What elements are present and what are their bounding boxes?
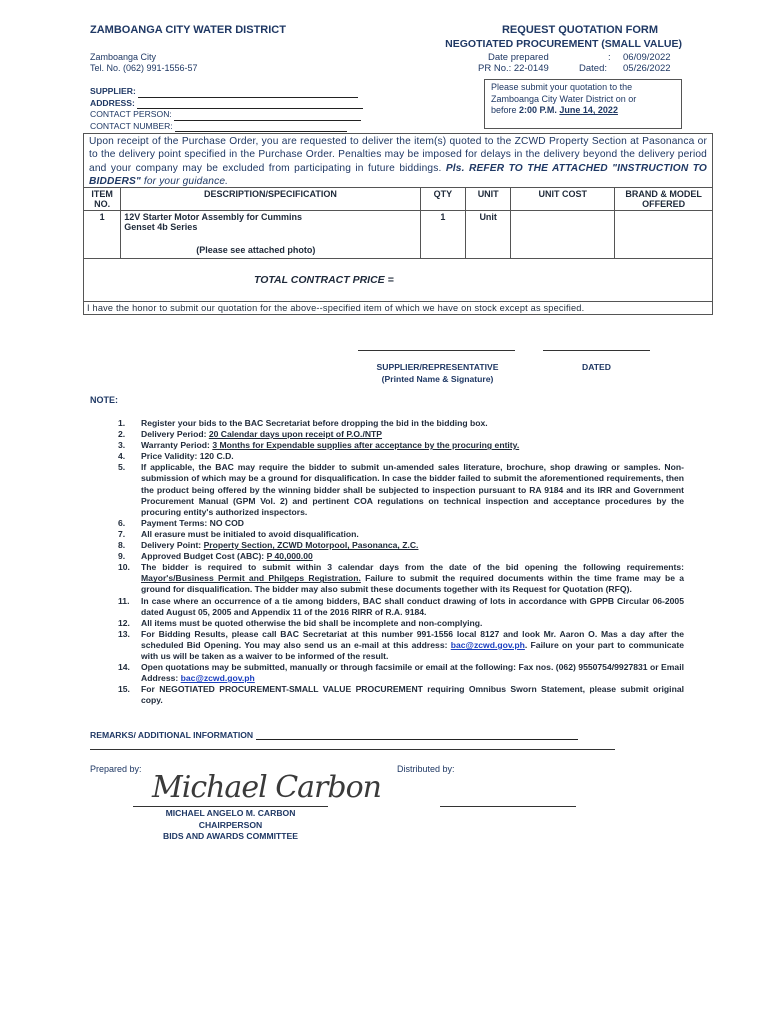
- note-number: 11.: [118, 595, 130, 606]
- pr-dated-value: 05/26/2022: [623, 63, 671, 74]
- photo-note: (Please see attached photo): [196, 245, 316, 255]
- note-item: [118, 529, 684, 540]
- total-contract-price-label: TOTAL CONTRACT PRICE =: [84, 259, 713, 302]
- col-unit-cost: UNIT COST: [511, 188, 615, 211]
- note-item: [118, 518, 684, 529]
- note-text: For Bidding Results, please call BAC Secretariat at this number 991-1556 local 8127 and look Mr. Aaron O. Mas a day after the scheduled Bid Opening. You may also send us an e-mail at this address:: [141, 628, 684, 650]
- supplier-label: SUPPLIER:: [90, 86, 136, 96]
- col-description: DESCRIPTION/SPECIFICATION: [121, 188, 420, 211]
- notes-list: [118, 418, 684, 706]
- instructions-text: Upon receipt of the Purchase Order, you are requested to deliver the item(s) quoted to the ZCWD Property Section at Pasonanca or to the delivery point specified in the Purchase Order. Penalties may be imposed for delays in the delivery beyond the delivery period and your company may be excluded from participating in future biddings.: [89, 136, 707, 174]
- note-number: 3.: [118, 440, 126, 451]
- col-qty: QTY: [420, 188, 465, 211]
- cell-unit-cost[interactable]: [511, 211, 615, 259]
- note-number: 1.: [118, 418, 126, 428]
- note-underlined-text: P 40,000.00: [266, 551, 313, 562]
- note-text-after: Failure to submit the required documents within the time frame may be a ground for disqualification. The bidder may also submit these documents together with its Request for Quotation (RFQ).: [141, 573, 685, 595]
- note-underlined-text: 20 Calendar days upon receipt of P.O./NTP: [208, 429, 383, 440]
- note-number: 7.: [118, 528, 126, 539]
- contact-number-label: CONTACT NUMBER:: [90, 120, 173, 131]
- cell-description: [121, 211, 420, 259]
- chairperson-signature: Michael Carbon: [152, 770, 381, 805]
- note-number: 8.: [118, 540, 126, 551]
- honor-statement: I have the honor to submit our quotation for the above--specified item of which we have on stock except as specified.: [84, 302, 713, 315]
- note-number: 5.: [118, 462, 126, 473]
- honor-row: [84, 302, 713, 315]
- email-link[interactable]: bac@zcwd.gov.ph: [450, 639, 525, 650]
- note-item: [118, 540, 684, 551]
- supplier-fields: [90, 86, 363, 132]
- note-item: [118, 451, 684, 462]
- note-item: [118, 662, 684, 684]
- remarks-line[interactable]: [256, 739, 578, 740]
- submit-deadline-date: June 14, 2022: [559, 105, 618, 115]
- note-text: In case where an occurrence of a tie among bidders, BAC shall conduct drawing of lots in accordance with GPPB Circular 06-2005 dated August 05, 2005 and Appendix 11 of the 2016 RIRR of R.A. 9184.: [141, 595, 684, 617]
- note-text: If applicable, the BAC may require the bidder to submit un-amended sales literature, brochure, shop drawing or samples. Non-submission of which may be a ground for disqualification. In case the bidder failed to submit the aforementioned requirements, then the product being offered by the winning bidder shall be subjected to inspection pursuant to RA 9184 and its IRR and Government Procurement Manual (GPM Vol. 2) and pertinent COA regulations on technical inspection and acceptance procedures by the procuring entity's authorized inspectors.: [141, 462, 684, 517]
- date-prepared-value: 06/09/2022: [623, 52, 671, 63]
- printed-name-label: (Printed Name & Signature): [381, 373, 494, 384]
- contact-number-line[interactable]: [175, 131, 347, 132]
- col-brand-model: BRAND & MODEL OFFERED: [615, 188, 713, 211]
- table-header-row: [84, 188, 713, 211]
- submit-notice-line1: Please submit your quotation to the: [491, 82, 633, 92]
- note-number: 9.: [118, 551, 126, 562]
- items-table: [83, 187, 713, 315]
- supplier-signature-line[interactable]: [358, 350, 515, 351]
- remarks-line-2[interactable]: [90, 749, 615, 750]
- contact-person-label: CONTACT PERSON:: [90, 109, 172, 119]
- note-item: [118, 596, 684, 618]
- date-prepared-label: Date prepared: [488, 52, 549, 63]
- address-row: [90, 98, 363, 110]
- table-row: [84, 211, 713, 259]
- note-item: [118, 440, 684, 451]
- pr-number: PR No.: 22-0149: [478, 63, 549, 74]
- note-item: [118, 684, 684, 706]
- remarks-row: [90, 730, 578, 740]
- chairperson-block: [133, 808, 328, 843]
- note-number: 10.: [118, 562, 130, 573]
- note-text: Open quotations may be submitted, manually or through facsimile or email at the following: Fax nos. (062) 9550754/9927831 or Email Address:: [141, 662, 684, 684]
- item-description-text: 12V Starter Motor Assembly for Cummins Genset 4b Series: [124, 212, 302, 232]
- note-item: [118, 551, 684, 562]
- committee-name: BIDS AND AWARDS COMMITTEE: [163, 831, 298, 841]
- note-text: For NEGOTIATED PROCUREMENT-SMALL VALUE PROCUREMENT requiring Omnibus Sworn Statement, please submit original copy.: [141, 684, 684, 706]
- org-tel: Tel. No. (062) 991-1556-57: [90, 63, 198, 73]
- note-text: Register your bids to the BAC Secretariat before dropping the bid in the bidding box.: [141, 418, 488, 428]
- note-text-after: . Failure on your part to communicate with us will be taken as a waiver to be informed of the result.: [141, 639, 684, 661]
- note-text: Approved Budget Cost (ABC):: [141, 551, 267, 562]
- instructions-box: [83, 133, 713, 187]
- form-title: REQUEST QUOTATION FORM: [501, 24, 659, 36]
- note-underlined-text: 3 Months for Expendable supplies after acceptance by the procuring entity.: [212, 440, 520, 451]
- note-item: [118, 629, 684, 662]
- note-item: [118, 418, 684, 429]
- supplier-signature-caption: [345, 362, 530, 385]
- submit-notice-line3: [491, 105, 675, 117]
- cell-brand-model[interactable]: [615, 211, 713, 259]
- cell-item: 1: [84, 211, 121, 259]
- dated-label: DATED: [582, 362, 611, 372]
- contact-person-row: [90, 109, 363, 121]
- col-item-no: ITEM NO.: [84, 188, 121, 211]
- note-text: The bidder is required to submit within 3 calendar days from the date of the bid opening the following requirements:: [141, 562, 684, 573]
- note-text: All erasure must be initialed to avoid disqualification.: [141, 528, 359, 539]
- pr-dated-label: Dated:: [579, 63, 607, 74]
- note-text: All items must be quoted otherwise the bid shall be incomplete and non-complying.: [141, 617, 483, 628]
- email-link[interactable]: bac@zcwd.gov.ph: [180, 673, 255, 684]
- org-city: Zamboanga City: [90, 52, 157, 62]
- form-subtitle: NEGOTIATED PROCUREMENT (SMALL VALUE): [445, 38, 682, 50]
- cell-unit: Unit: [466, 211, 511, 259]
- chairperson-title: CHAIRPERSON: [198, 819, 263, 830]
- note-item: [118, 429, 684, 440]
- date-prepared-sep: :: [608, 52, 611, 63]
- prepared-signature-line: [133, 806, 328, 807]
- note-item: [118, 562, 684, 595]
- total-row: [84, 259, 713, 302]
- note-underlined-text: Mayor's/Business Permit and Philgeps Registration.: [141, 573, 361, 584]
- submit-notice-prefix: before: [491, 105, 520, 115]
- note-item: [118, 618, 684, 629]
- contact-number-row: [90, 121, 363, 133]
- note-item: [118, 462, 684, 517]
- note-number: 13.: [118, 628, 130, 639]
- address-label: ADDRESS:: [90, 97, 135, 108]
- supplier-representative-label: SUPPLIER/REPRESENTATIVE: [376, 362, 499, 372]
- note-text: Warranty Period:: [141, 440, 213, 451]
- note-text: Price Validity: 120 C.D.: [141, 451, 234, 462]
- col-unit: UNIT: [466, 188, 511, 211]
- submit-notice-line2: Zamboanga City Water District on or: [491, 93, 637, 104]
- prepared-by-label: Prepared by:: [90, 764, 142, 774]
- note-text: Delivery Point:: [141, 540, 204, 551]
- notes-title: NOTE:: [90, 395, 118, 405]
- dated-signature-line[interactable]: [543, 350, 650, 351]
- instructions-refer-text: Pls. REFER TO THE ATTACHED "INSTRUCTION TO BIDDERS": [89, 162, 708, 187]
- note-number: 6.: [118, 517, 126, 528]
- submit-deadline-time: 2:00 P.M.: [519, 105, 557, 115]
- note-number: 12.: [118, 617, 130, 628]
- chairperson-name: MICHAEL ANGELO M. CARBON: [165, 808, 296, 818]
- note-number: 2.: [118, 429, 126, 440]
- note-number: 4.: [118, 451, 126, 462]
- note-text: Payment Terms: NO COD: [141, 517, 244, 528]
- cell-qty: 1: [420, 211, 465, 259]
- supplier-row: [90, 86, 363, 98]
- remarks-label: REMARKS/ ADDITIONAL INFORMATION: [90, 730, 254, 740]
- instructions-tail-text: for your guidance.: [140, 175, 229, 187]
- submit-notice-box: [484, 79, 682, 129]
- note-underlined-text: Property Section, ZCWD Motorpool, Pasonanca, Z.C.: [203, 540, 419, 551]
- note-number: 15.: [118, 684, 130, 695]
- org-name: ZAMBOANGA CITY WATER DISTRICT: [90, 24, 286, 36]
- distributed-by-label: Distributed by:: [397, 764, 455, 774]
- distributed-signature-line[interactable]: [440, 806, 576, 807]
- note-number: 14.: [118, 662, 130, 673]
- note-text: Delivery Period:: [141, 429, 209, 440]
